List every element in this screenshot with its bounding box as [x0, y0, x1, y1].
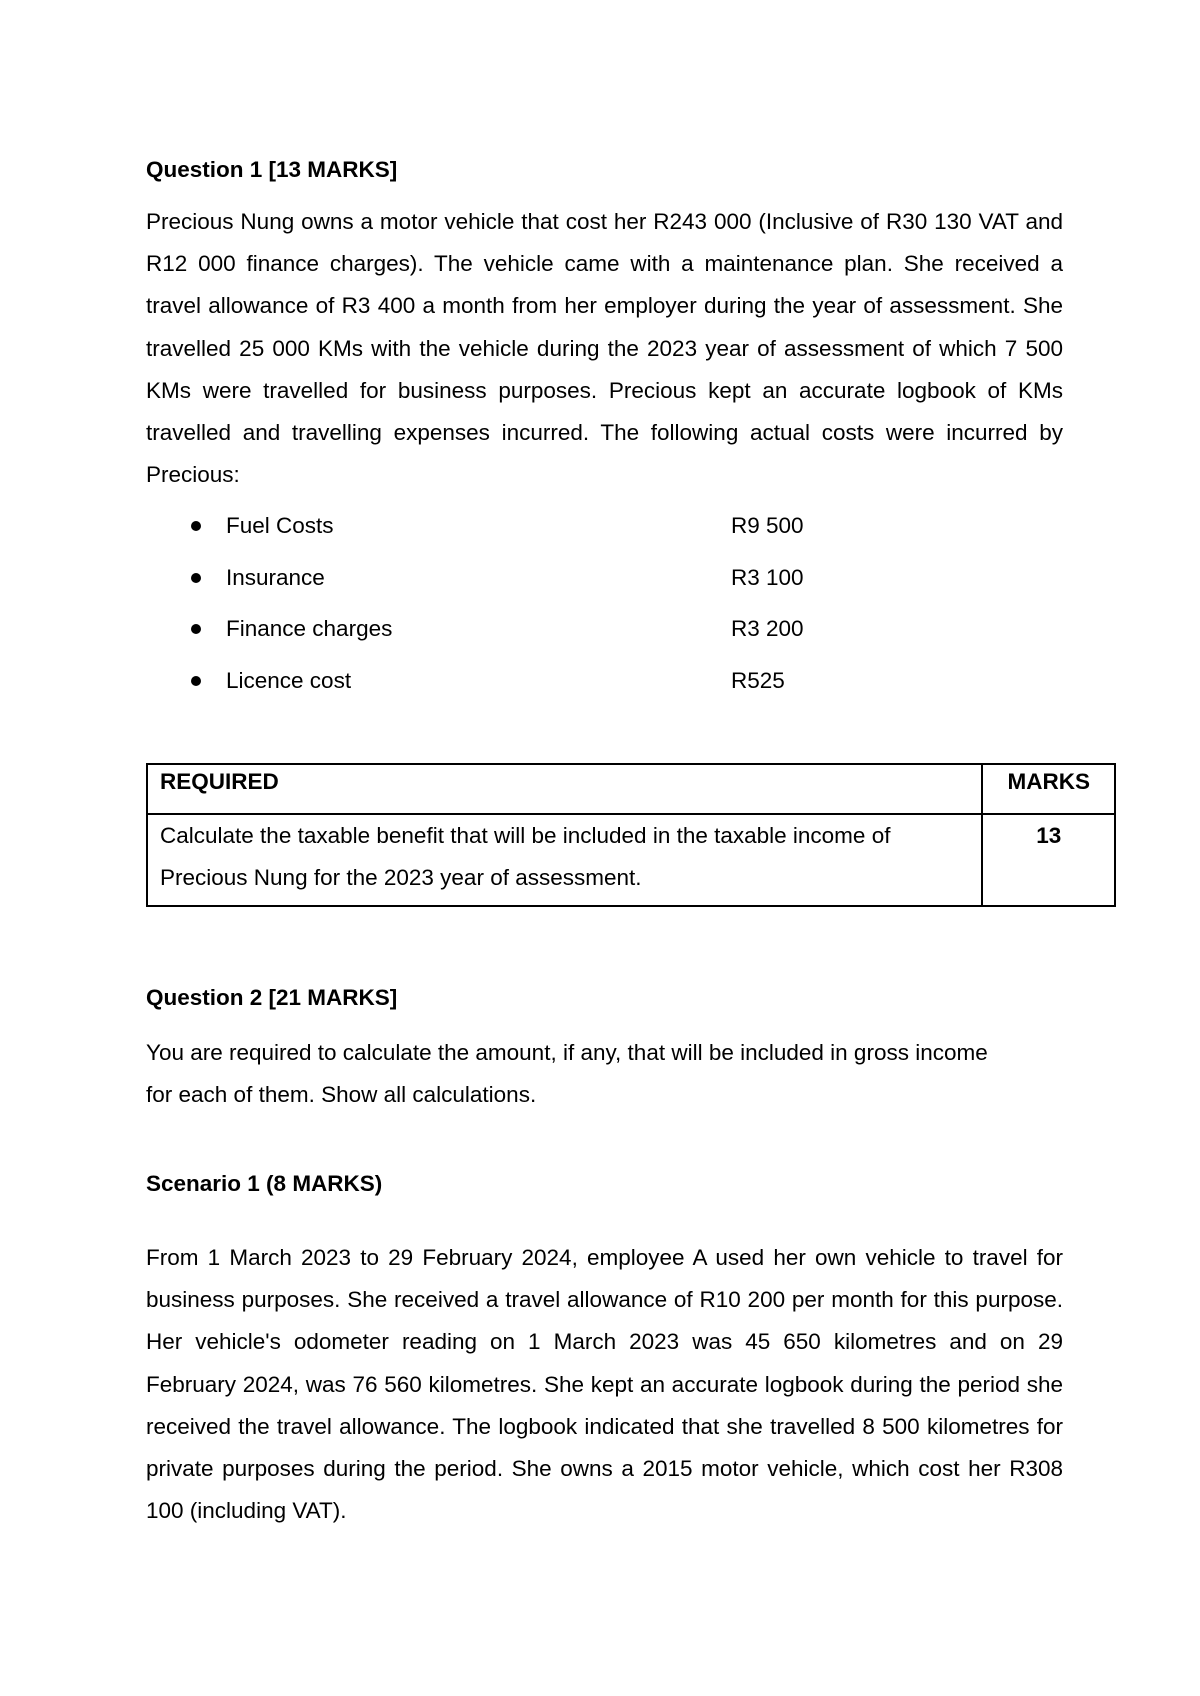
- question-1-heading: Question 1 [13 MARKS]: [146, 157, 398, 182]
- required-header: REQUIRED: [147, 764, 982, 814]
- table-header-row: [147, 764, 1115, 814]
- cost-amount: R3 200: [731, 616, 804, 642]
- cost-amount: R525: [731, 668, 785, 694]
- cost-amount: R3 100: [731, 564, 804, 590]
- bullet-icon: [191, 624, 201, 634]
- cost-list: [146, 506, 906, 713]
- bullet-icon: [191, 521, 201, 531]
- list-item: [146, 506, 906, 558]
- table-row: [147, 814, 1115, 906]
- question-2-heading: Question 2 [21 MARKS]: [146, 985, 398, 1010]
- question-2-paragraph: You are required to calculate the amount, if any, that will be included in gross income for each of them. Show all calculations.: [146, 1040, 988, 1108]
- list-item: [146, 661, 906, 713]
- cost-label: Insurance: [226, 564, 325, 590]
- cost-label: Finance charges: [226, 616, 393, 642]
- cost-label: Fuel Costs: [226, 513, 334, 538]
- scenario-1-heading: Scenario 1 (8 MARKS): [146, 1171, 383, 1196]
- list-item: [146, 609, 906, 661]
- required-text: Calculate the taxable benefit that will be included in the taxable income of Precious Nung for the 2023 year of assessment.: [147, 814, 982, 906]
- bullet-icon: [191, 676, 201, 686]
- marks-header: MARKS: [982, 764, 1115, 814]
- list-item: [146, 558, 906, 610]
- cost-amount: R9 500: [731, 513, 804, 538]
- marks-value: 13: [982, 814, 1115, 906]
- question-1-paragraph: Precious Nung owns a motor vehicle that cost her R243 000 (Inclusive of R30 130 VAT and R12 000 finance charges). The vehicle came with a maintenance plan. She received a travel allowance of R3 400 a month from her employer during the year of assessment. She travelled 25 000 KMs with the vehicle during the 2023 year of assessment of which 7 500 KMs were travelled for business purposes. Precious kept an accurate logbook of KMs travelled and travelling expenses incurred. The following actual costs were incurred by Precious:: [146, 209, 1063, 488]
- bullet-icon: [191, 573, 201, 583]
- scenario-1-paragraph: From 1 March 2023 to 29 February 2024, employee A used her own vehicle to travel for business purposes. She received a travel allowance of R10 200 per month for this purpose. Her vehicle's odometer reading on 1 March 2023 was 45 650 kilometres and on 29 February 2024, was 76 560 kilometres. She kept an accurate logbook during the period she received the travel allowance. The logbook indicated that she travelled 8 500 kilometres for private purposes during the period. She owns a 2015 motor vehicle, which cost her R308 100 (including VAT).: [146, 1245, 1063, 1524]
- required-table: [146, 763, 1116, 907]
- cost-label: Licence cost: [226, 668, 352, 694]
